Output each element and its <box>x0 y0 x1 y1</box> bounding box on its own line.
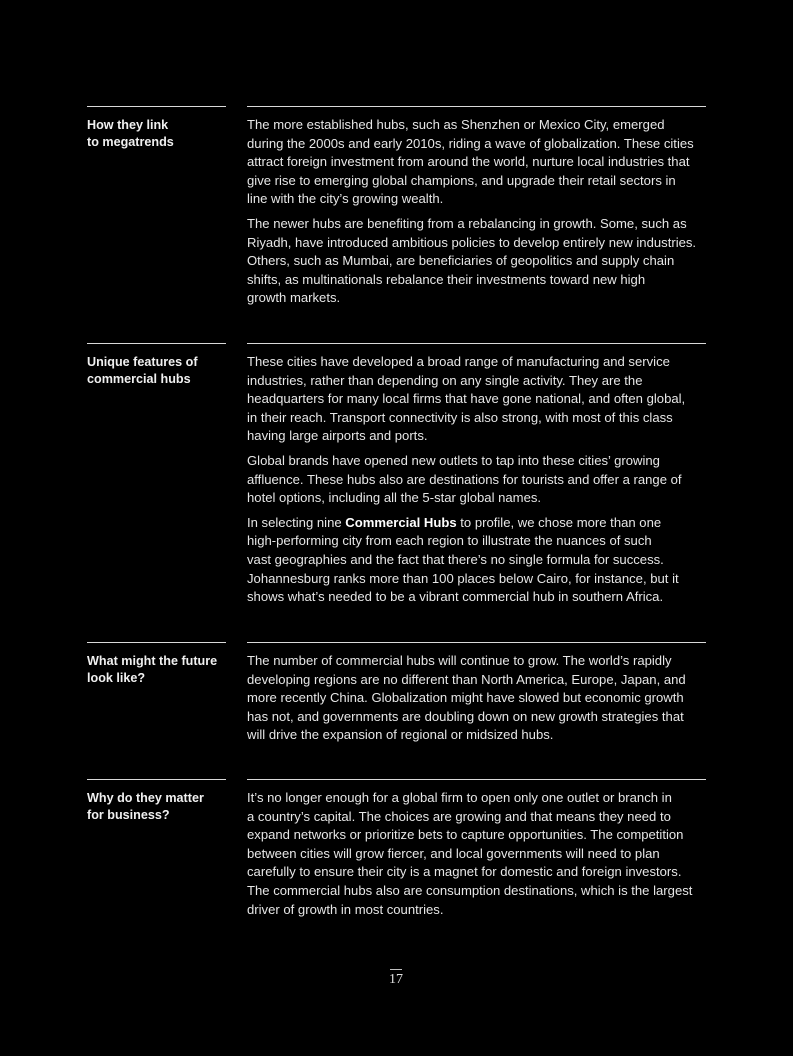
paragraph-text: to profile, we chose more than one high-performing city from each region to illustrate the nuances of such vast geographies and the fact that there’s no single formula for success. Johannesburg ranks more than 100 places below Cairo, for instance, but it shows what’s needed to be a vibrant commercial hub in southern Africa. <box>247 514 679 605</box>
page-number: 17 <box>389 972 403 987</box>
section-divider-right <box>247 642 706 643</box>
section-body <box>247 353 709 613</box>
section-label: How they link to megatrends <box>87 118 174 149</box>
page-number-bar <box>390 969 402 970</box>
section-label: Unique features of commercial hubs <box>87 355 198 386</box>
section-body <box>247 652 709 751</box>
section-divider-left <box>87 642 226 643</box>
section-label: What might the future look like? <box>87 654 218 685</box>
section-divider-right <box>247 343 706 344</box>
body-paragraph: The number of commercial hubs will continue to grow. The world’s rapidly developing regions are no different than North America, Europe, Japan, and more recently China. Globalization might have slowed but economic growth has not, and governments are doubling down on new growth strategies that will drive the expansion of regional or midsized hubs. <box>247 653 686 743</box>
body-paragraph: The more established hubs, such as Shenzhen or Mexico City, emerged during the 2000s and early 2010s, riding a wave of globalization. These cities attract foreign investment from around the world, nurture local industries that give rise to emerging global champions, and upgrade their retail sectors in line with the city’s growing wealth. <box>247 117 694 207</box>
section-divider-left <box>87 106 226 107</box>
section-body <box>247 116 709 314</box>
bold-term-commercial-hubs: Commercial Hubs <box>345 514 457 530</box>
body-paragraph <box>247 514 709 607</box>
body-paragraph: Global brands have opened new outlets to tap into these cities’ growing affluence. These hubs also are destinations for tourists and offer a range of hotel options, including all the 5-star global names. <box>247 452 682 506</box>
section-body <box>247 789 709 925</box>
paragraph-text: In selecting nine <box>247 514 346 530</box>
section-divider-left <box>87 343 226 344</box>
body-paragraph: These cities have developed a broad range of manufacturing and service industries, rather than depending on any single activity. They are the headquarters for many local firms that have gone national, and often global, in their reach. Transport connectivity is also strong, with most of this class having large airports and ports. <box>247 354 686 444</box>
section-label: Why do they matter for business? <box>87 791 204 822</box>
body-paragraph: The newer hubs are benefiting from a rebalancing in growth. Some, such as Riyadh, have introduced ambitious policies to develop entirely new industries. Others, such as Mumbai, are beneficiaries of geopolitics and supply chain shifts, as multinationals rebalance their investments toward new high growth markets. <box>247 215 697 306</box>
section-divider-right <box>247 106 706 107</box>
section-divider-right <box>247 779 706 780</box>
body-paragraph: It’s no longer enough for a global firm to open only one outlet or branch in a country’s capital. The choices are growing and that means they need to expand networks or prioritize bets to capture opportunities. The competition between cities will grow fiercer, and local governments will need to plan carefully to ensure their city is a magnet for domestic and foreign investors. The commercial hubs also are consumption destinations, which is the largest driver of growth in most countries. <box>247 790 693 917</box>
section-divider-left <box>87 779 226 780</box>
